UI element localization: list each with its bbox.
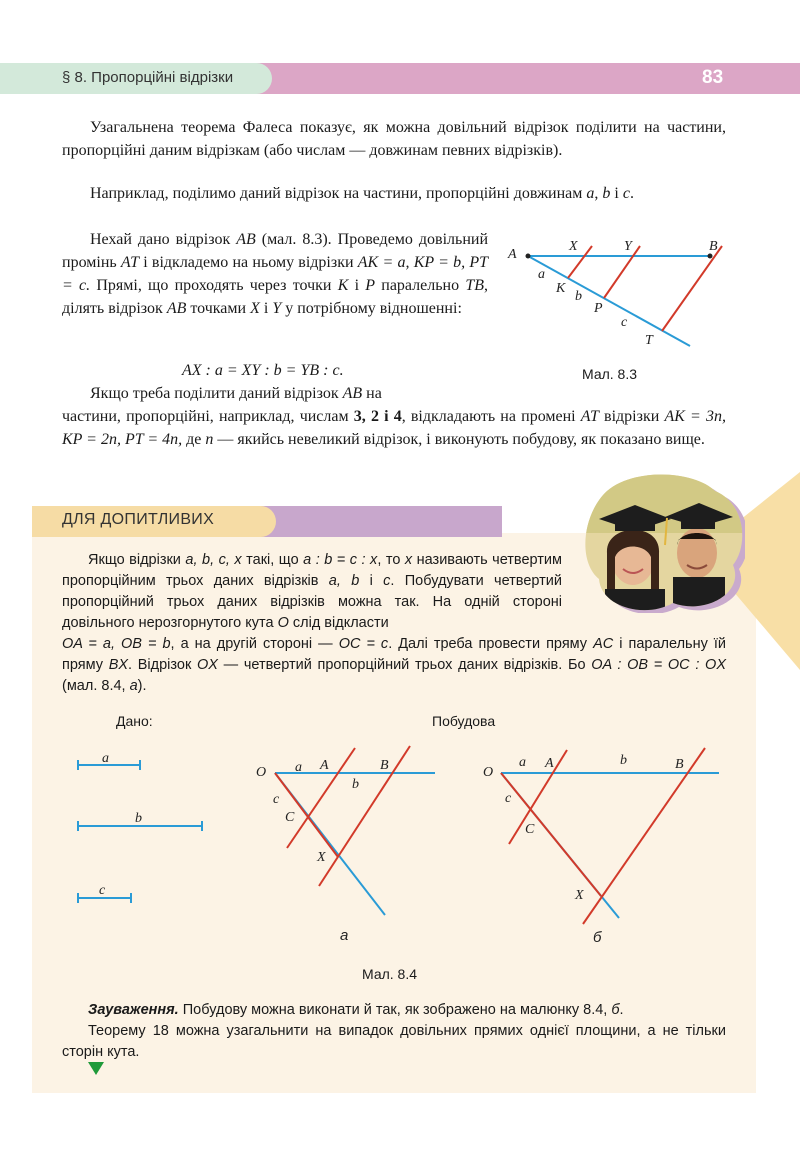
label-T: T — [645, 333, 653, 348]
label-c: c — [505, 791, 512, 806]
label-O: O — [483, 765, 494, 780]
label-Y: Y — [624, 239, 632, 254]
remark-paragraph-2: Теорему 18 можна узагальнити на випадок довільних прямих однієї площини, а не тільки сторін кута. — [62, 1023, 726, 1060]
segment-b — [78, 811, 202, 831]
label-b: b — [575, 289, 582, 304]
construction-a — [245, 740, 445, 950]
label-a: a — [538, 267, 545, 282]
point-A — [526, 254, 531, 259]
label-O: O — [256, 765, 267, 780]
intro-paragraph-4-line1: Якщо треба поділити даний відрізок AB на — [90, 385, 382, 402]
construction-b — [475, 740, 725, 950]
segment-a — [78, 751, 140, 770]
label-b: b — [620, 753, 627, 768]
label-a: a — [519, 755, 526, 770]
intro-paragraph-1: Узагальнена теорема Фалеса показує, як можна довільний відрізок поділити на частини, пропорційні даним відрізкам (або числам — довжинам певних відрізків). — [62, 119, 726, 159]
segment-a-label: a — [102, 751, 109, 766]
label-B: B — [675, 757, 684, 772]
section-end-triangle-icon — [88, 1062, 106, 1076]
intro-paragraph-4: частини, пропорційні, наприклад, числам 3, 2 і 4, відкладають на промені AT відрізки AK = 3n, KP = 2n, PT = 4n, де n — якийсь невеликий відрізок, і виконують побудову, як показано вище. — [62, 408, 726, 448]
figure-8-3-caption: Мал. 8.3 — [582, 366, 638, 382]
curious-text-part-1: Якщо відрізки a, b, c, x такі, що a : b = c : x, то x називають четвертим пропорційним трьох даних відрізків a, b і c. Побудувати четвертий пропорційний трьох даних відрізків можна так. На одній стороні довільного нерозгорнутого кута O слід відкласти — [62, 552, 562, 631]
subfigure-b-label: б — [593, 929, 602, 946]
remark-paragraph-1: Зауваження. Побудову можна виконати й так, як зображено на малюнку 8.4, б. — [88, 1002, 624, 1018]
page-number: 83 — [702, 67, 724, 88]
curious-title: ДЛЯ ДОПИТЛИВИХ — [62, 511, 215, 528]
construction-label: Побудова — [432, 713, 496, 729]
given-label: Дано: — [116, 713, 153, 729]
point-B — [708, 254, 713, 259]
line-P-Y — [604, 246, 640, 298]
label-c: c — [273, 792, 280, 807]
label-B: B — [380, 758, 389, 773]
section-title: § 8. Пропорційні відрізки — [62, 69, 234, 86]
label-C: C — [525, 822, 535, 837]
graduates-photo — [585, 473, 745, 613]
figure-8-4-caption: Мал. 8.4 — [362, 966, 418, 982]
label-A: A — [545, 756, 554, 771]
line-BX — [583, 748, 705, 924]
label-c: c — [621, 315, 628, 330]
segment-b-label: b — [135, 811, 142, 826]
label-A: A — [320, 758, 329, 773]
label-b: b — [352, 777, 359, 792]
line-T-B — [662, 246, 722, 331]
label-a: a — [295, 760, 302, 775]
label-B: B — [709, 239, 718, 254]
line-BX — [319, 746, 410, 886]
label-X: X — [569, 239, 578, 254]
line-AC — [509, 750, 567, 844]
label-A: A — [508, 247, 517, 262]
given-segments — [70, 745, 220, 910]
intro-paragraph-3: Нехай дано відрізок AB (мал. 8.3). Проведемо довільний промінь AT і відкладемо на ньому відрізки AK = a, KP = b, PT = c. Прямі, що проходять через точки K і P паралельно TB, ділять відрізок AB точками X і Y у потрібному відношенні: — [62, 231, 489, 317]
figure-8-3 — [500, 232, 730, 352]
label-P: P — [594, 301, 603, 316]
label-K: K — [556, 281, 566, 296]
ray-AT — [528, 256, 690, 346]
segment-c — [78, 883, 131, 903]
label-X: X — [575, 888, 584, 903]
label-X: X — [317, 850, 326, 865]
segment-c-label: c — [99, 883, 106, 898]
proportion-formula: AX : a = XY : b = YB : c. — [182, 362, 344, 379]
subfigure-a-label: а — [340, 927, 349, 944]
intro-paragraph-2: Наприклад, поділимо даний відрізок на частини, пропорційні довжинам a, b і c. — [90, 185, 634, 202]
label-C: C — [285, 810, 295, 825]
curious-text-part-2: OA = a, OB = b, а на другій стороні — OC = c. Далі треба провести пряму AC і паралельну їй пряму BX. Відрізок OX — четвертий пропорційний трьох даних відрізків. Бо OA : OB = OC : OX (мал. 8.4, а). — [62, 636, 727, 694]
